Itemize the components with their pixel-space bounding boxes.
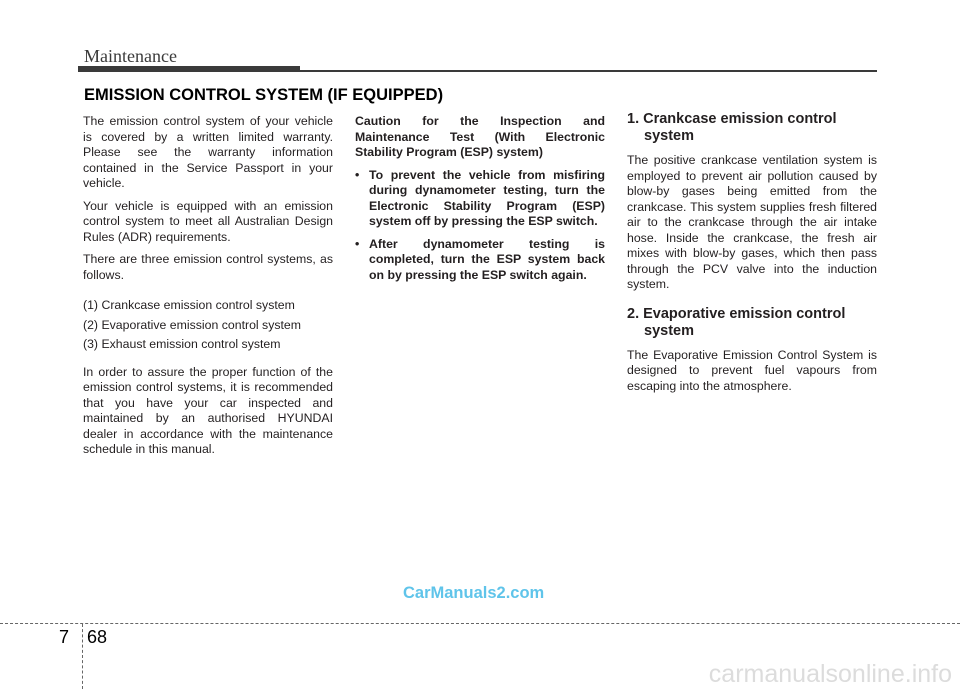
footer-divider (0, 623, 960, 624)
evaporative-paragraph: The Evaporative Emission Control System is designed to prevent fuel vapours from escaping into the atmosphere. (627, 347, 877, 393)
column-left (83, 114, 333, 465)
footer-vertical-divider (82, 624, 83, 689)
page-number: 68 (87, 627, 108, 647)
systems-intro-paragraph: There are three emission control systems, as follows. (83, 252, 333, 282)
list-item: (1) Crankcase emission control system (83, 298, 295, 312)
section-header: Maintenance (84, 46, 177, 66)
carmanuals-watermark-link[interactable]: CarManuals2.com (403, 584, 545, 602)
crankcase-heading: 1. Crankcase emission control system (627, 111, 837, 144)
page-title: EMISSION CONTROL SYSTEM (IF EQUIPPED) (84, 86, 444, 104)
caution-bullet: • To prevent the vehicle from misfiring during dynamometer testing, turn the Electronic Stability Program (ESP) system off by pressing the ESP switch. (355, 168, 605, 230)
list-item: (3) Exhaust emission control system (83, 337, 281, 351)
caution-bullet: • After dynamometer testing is completed, turn the ESP system back on by pressing the ESP switch again. (355, 237, 605, 284)
evaporative-heading: 2. Evaporative emission control system (627, 305, 846, 339)
header-rule-thick (78, 66, 300, 72)
list-item: (2) Evaporative emission control system (83, 317, 302, 332)
caution-title: Caution for the Inspection and Maintenance Test (With Electronic Stability Program (ESP) system) (355, 114, 605, 159)
site-watermark: carmanualsonline.info (708, 660, 952, 688)
maintenance-paragraph: In order to assure the proper function of the emission control systems, it is recommended that you have your car inspected and maintained by an authorised HYUNDAI dealer in accordance with the maintenance schedule in this manual. (83, 364, 333, 456)
column-middle (355, 114, 605, 290)
column-right (627, 111, 877, 407)
crankcase-paragraph: The positive crankcase ventilation system is employed to prevent air pollution caused by blow-by gases being emitted from the crankcase. This system supplies fresh filtered air to the crankcase through the air intake hose. Inside the crankcase, the fresh air mixes with blow-by gases, which then pass through the PCV valve into the induction system. (627, 153, 877, 291)
adr-paragraph: Your vehicle is equipped with an emission control system to meet all Australian Design Rules (ADR) requirements. (83, 198, 333, 244)
header-rule-thin (300, 70, 877, 72)
warranty-paragraph: The emission control system of your vehicle is covered by a written limited warranty. Please see the warranty information contained in the Service Passport in your vehicle. (83, 114, 333, 190)
chapter-number: 7 (59, 627, 70, 647)
